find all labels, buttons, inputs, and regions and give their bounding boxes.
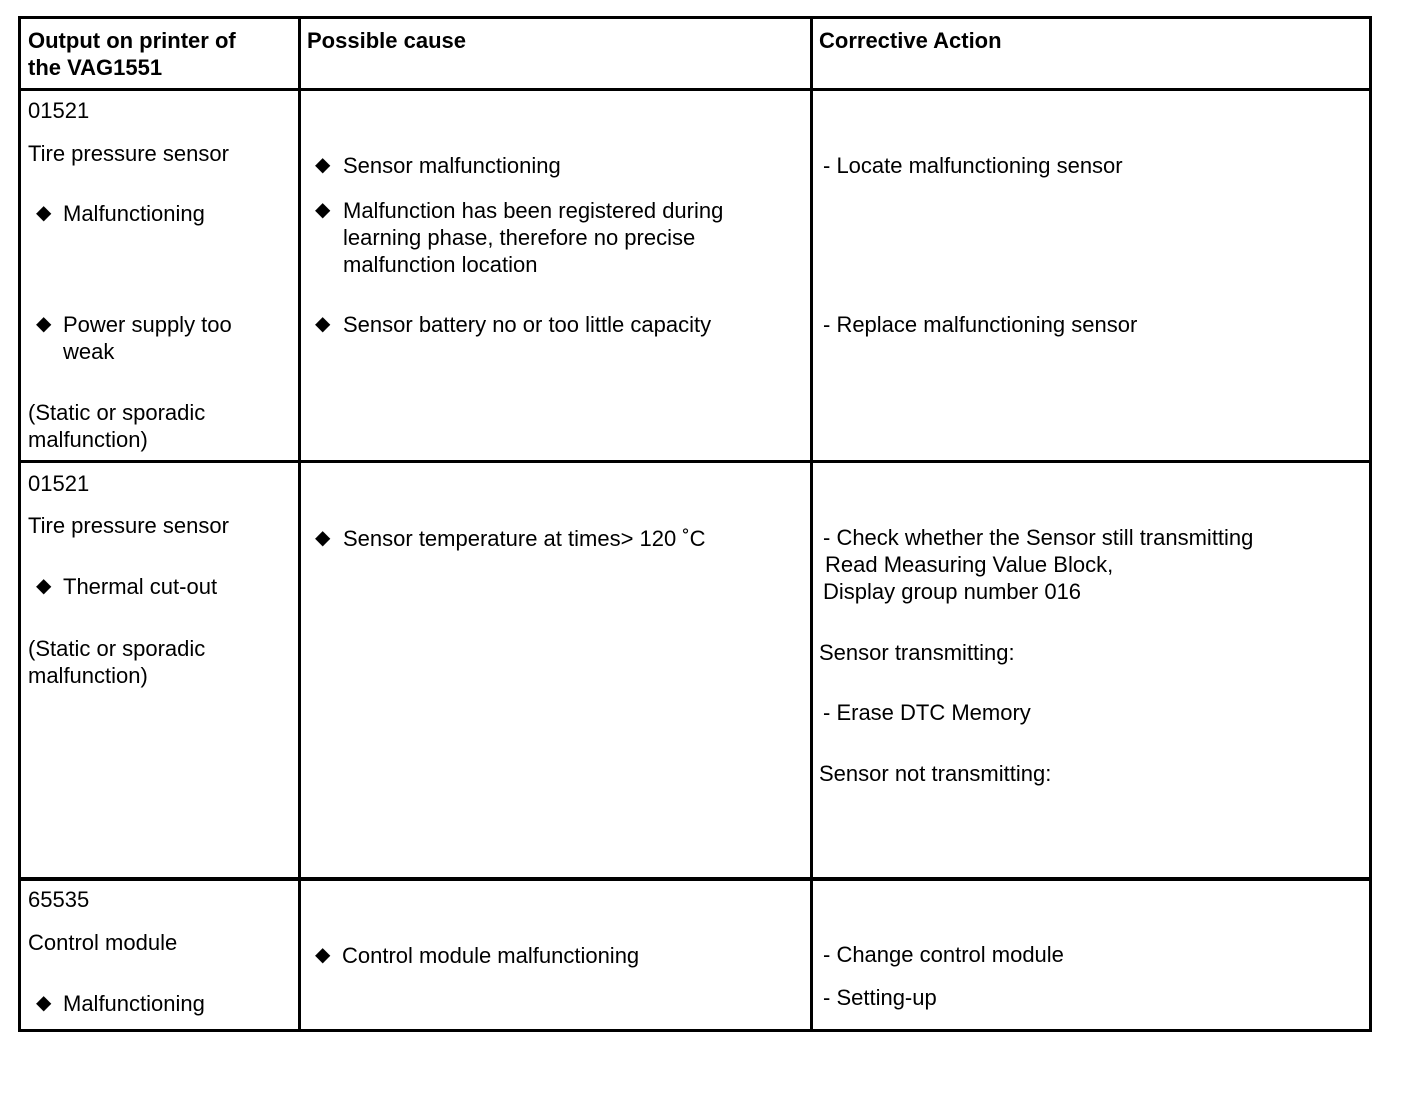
diamond-bullet-icon: ◆ — [315, 199, 331, 221]
row2-action1-line2: Read Measuring Value Block, — [825, 552, 1114, 577]
row1-code: 01521 — [28, 98, 90, 123]
row2-action3: - Erase DTC Memory — [823, 700, 1031, 725]
row2-note: (Static or sporadic — [28, 636, 206, 661]
row2-condition1: Thermal cut-out — [63, 574, 218, 599]
diamond-bullet-icon: ◆ — [36, 313, 52, 335]
header-possible-cause: Possible cause — [307, 28, 466, 53]
row3-action1: - Change control module — [823, 942, 1064, 967]
row1-component: Tire pressure sensor — [28, 141, 229, 166]
diamond-bullet-icon: ◆ — [315, 154, 331, 176]
diamond-bullet-icon: ◆ — [36, 992, 52, 1014]
row1-cause2: Malfunction has been registered during — [343, 198, 724, 223]
row2-note-line2: malfunction) — [28, 663, 148, 688]
header-output-printer: Output on printer of — [28, 28, 236, 53]
row3-cause1: Control module malfunctioning — [342, 943, 640, 968]
diamond-bullet-icon: ◆ — [36, 202, 52, 224]
row1-note: (Static or sporadic — [28, 400, 206, 425]
row1-cause2-line3: malfunction location — [343, 252, 538, 277]
row3-condition1: Malfunctioning — [63, 991, 205, 1016]
row3-code: 65535 — [28, 887, 90, 912]
row-divider-1 — [21, 460, 1369, 463]
row1-cause2-line2: learning phase, therefore no precise — [343, 225, 696, 250]
diamond-bullet-icon: ◆ — [315, 527, 331, 549]
header-output-printer-line2: the VAG1551 — [28, 55, 163, 80]
row2-component: Tire pressure sensor — [28, 513, 229, 538]
row1-condition2-line2: weak — [63, 339, 115, 364]
row2-code: 01521 — [28, 471, 90, 496]
row1-condition1: Malfunctioning — [63, 201, 205, 226]
row2-action4: Sensor not transmitting: — [819, 761, 1052, 786]
row2-action1-line3: Display group number 016 — [823, 579, 1082, 604]
row1-cause3: Sensor battery no or too little capacity — [343, 312, 712, 337]
row2-cause1: Sensor temperature at times> 120 ˚C — [343, 526, 706, 551]
diamond-bullet-icon: ◆ — [315, 944, 331, 966]
row2-action2: Sensor transmitting: — [819, 640, 1015, 665]
row-divider-header — [21, 88, 1369, 91]
row1-condition2: Power supply too — [63, 312, 232, 337]
row1-cause1: Sensor malfunctioning — [343, 153, 561, 178]
row2-action1: - Check whether the Sensor still transmitting — [823, 525, 1254, 550]
row3-component: Control module — [28, 930, 178, 955]
row-divider-2 — [21, 877, 1369, 881]
diamond-bullet-icon: ◆ — [315, 313, 331, 335]
row3-action2: - Setting-up — [823, 985, 937, 1010]
row1-action2: - Replace malfunctioning sensor — [823, 312, 1138, 337]
row1-note-line2: malfunction) — [28, 427, 148, 452]
row1-action1: - Locate malfunctioning sensor — [823, 153, 1123, 178]
header-corrective-action: Corrective Action — [819, 28, 1002, 53]
diamond-bullet-icon: ◆ — [36, 575, 52, 597]
